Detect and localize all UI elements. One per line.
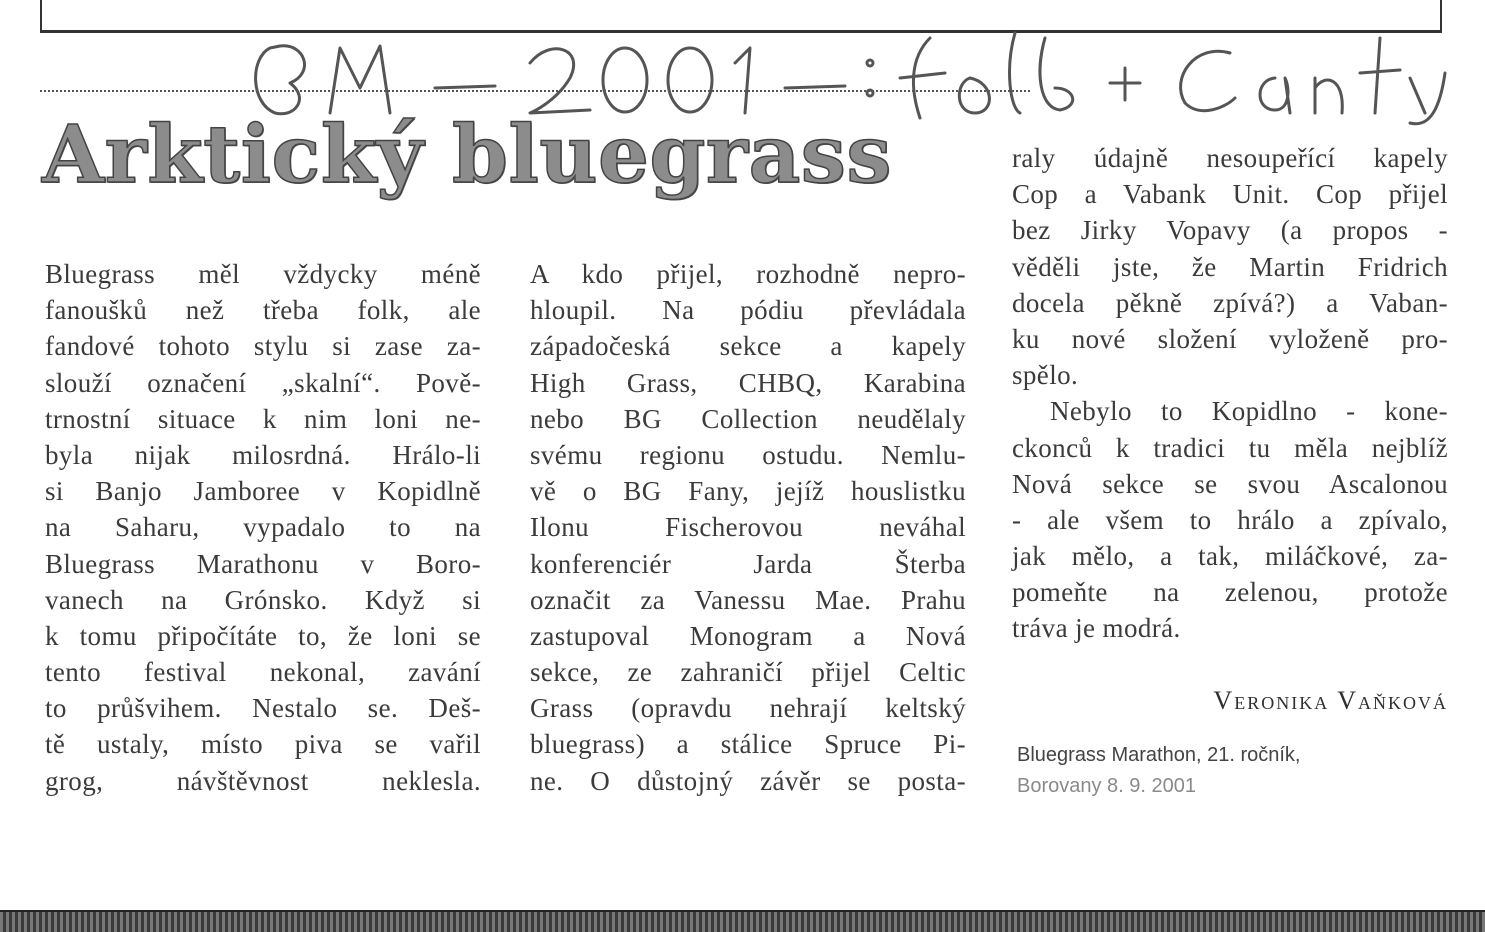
text-line: západočeská sekce a kapely [530, 331, 966, 362]
text-line: spělo. [1012, 360, 1079, 391]
text-line: vanech na Grónsko. Když si [45, 584, 481, 615]
text-line: to průšvihem. Nestalo se. Deš- [45, 693, 481, 724]
text-line: ne. O důstojný závěr se posta- [530, 765, 966, 796]
text-line: High Grass, CHBQ, Karabina [530, 367, 966, 398]
text-line: Bluegrass měl vždycky méně [45, 259, 481, 289]
headline: Arktický bluegrass [42, 107, 892, 201]
text-line: slouží označení „skalní“. Pově- [45, 367, 481, 398]
text-line: svému regionu ostudu. Nemlu- [530, 439, 966, 470]
text-line: pomeňte na zelenou, protože [1012, 577, 1448, 608]
text-line: Nová sekce se svou Ascalonou [1012, 468, 1448, 499]
text-line: - ale všem to hrálo a zpívalo, [1012, 504, 1448, 535]
text-line: konferenciér Jarda Šterba [530, 548, 966, 579]
text-line: fandové tohoto stylu si zase za- [45, 331, 481, 362]
caption-line: Borovany 8. 9. 2001 [1017, 775, 1197, 797]
article-column-1 [45, 256, 481, 799]
text-line: ckonců k tradici tu měla nejblíž [1012, 432, 1448, 463]
text-line: k tomu připočítáte to, že loni se [45, 620, 481, 651]
text-line: Ilonu Fischerovou neváhal [530, 512, 966, 543]
text-line: tě ustaly, místo piva se vařil [45, 729, 481, 760]
text-line: tento festival nekonal, zavání [45, 657, 481, 688]
text-line: ku nové složení vyloženě pro- [1012, 323, 1448, 354]
text-line: grog, návštěvnost neklesla. [45, 765, 481, 796]
text-line: trnostní situace k nim loni ne- [45, 403, 481, 434]
text-line: si Banjo Jamboree v Kopidlně [45, 476, 481, 507]
text-line: Grass (opravdu nehrají keltský [530, 693, 966, 724]
text-line: bluegrass) a stálice Spruce Pi- [530, 729, 966, 760]
text-line: Bluegrass Marathonu v Boro- [45, 548, 481, 579]
text-line: na Saharu, vypadalo to na [45, 512, 481, 543]
text-line: A kdo přijel, rozhodně nepro- [530, 259, 966, 289]
text-line: byla nijak milosrdná. Hrálo-li [45, 439, 481, 470]
caption-line: Bluegrass Marathon, 21. ročník, [1017, 744, 1301, 766]
photo-caption [1017, 740, 1300, 802]
text-line: jak mělo, a tak, miláčkové, za- [1012, 541, 1448, 572]
text-line: fanoušků než třeba folk, ale [45, 295, 481, 326]
text-line: vě o BG Fany, jejíž houslistku [530, 476, 966, 507]
text-line: hloupil. Na pódiu převládala [530, 295, 966, 326]
text-line: věděli jste, že Martin Fridrich [1012, 251, 1448, 282]
article-column-2 [530, 256, 966, 799]
author-byline: Veronika Vaňková [1213, 686, 1448, 715]
text-line: Nebylo to Kopidlno - kone- [1050, 396, 1448, 427]
text-line: nebo BG Collection neudělaly [530, 403, 966, 434]
text-line: docela pěkně zpívá?) a Vaban- [1012, 287, 1448, 318]
text-line: Cop a Vabank Unit. Cop přijel [1012, 179, 1448, 210]
text-line: tráva je modrá. [1012, 613, 1181, 644]
article-column-3 [1012, 140, 1448, 647]
text-line: raly údajně nesoupeřící kapely [1012, 143, 1448, 173]
text-line: označit za Vanessu Mae. Prahu [530, 584, 966, 615]
text-line: zastupoval Monogram a Nová [530, 620, 966, 651]
text-line: sekce, ze zahraničí přijel Celtic [530, 657, 966, 688]
text-line: bez Jirky Vopavy (a propos - [1012, 215, 1448, 246]
bottom-border-band [0, 910, 1485, 932]
